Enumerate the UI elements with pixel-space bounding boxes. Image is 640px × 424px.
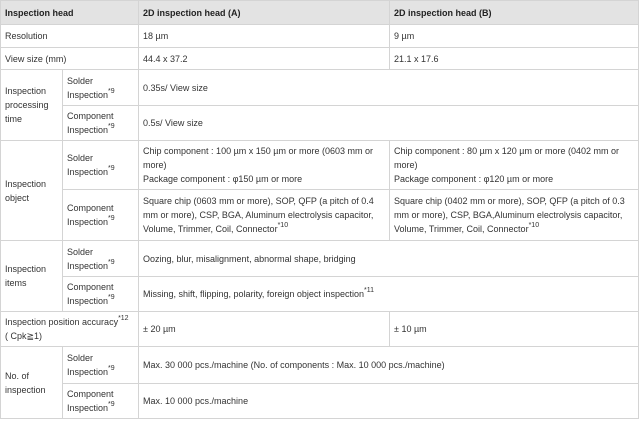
inspection-object-label: Inspection object (1, 141, 63, 241)
inspection-object-solder-b: Chip component : 80 µm x 120 µm or more (0402 mm or more) Package component : φ120 µm or more (390, 141, 639, 190)
processing-time-solder-label: Solder Inspection$^{*9}$ (63, 70, 139, 106)
resolution-a: 18 µm (139, 25, 390, 48)
footnote-ref: *11 (363, 287, 374, 294)
position-accuracy-b: ± 10 µm (390, 312, 639, 347)
processing-time-component-label: Component Inspection$^{*9}$ (63, 106, 139, 141)
footnote-ref: *9 (108, 365, 115, 372)
footnote-ref: *10 (528, 222, 540, 229)
no-of-inspection-label: No. of inspection (1, 347, 63, 419)
position-accuracy-a: ± 20 µm (139, 312, 390, 347)
inspection-items-component-label: Component Inspection$^{*9}$ (63, 277, 139, 312)
header-head-a: 2D inspection head (A) (139, 1, 390, 25)
resolution-label: Resolution (1, 25, 139, 48)
no-of-inspection-component-row (1, 384, 639, 419)
inspection-object-component-label: Component Inspection$^{*9}$ (63, 190, 139, 241)
processing-time-solder-row (1, 70, 639, 106)
footnote-ref: *9 (108, 165, 115, 172)
inspection-items-label: Inspection items (1, 241, 63, 312)
inspection-object-component-a: Square chip (0603 mm or more), SOP, QFP (a pitch of 0.4 mm or more), CSP, BGA, Aluminum electrolysis capacitor, Volume, Trimmer, Coil, Connector$^{*10}$ (139, 190, 390, 241)
no-of-inspection-solder-value: Max. 30 000 pcs./machine (No. of components : Max. 10 000 pcs./machine) (139, 347, 639, 384)
inspection-items-component-row (1, 277, 639, 312)
footnote-ref: *10 (277, 222, 289, 229)
processing-time-label: Inspection processing time (1, 70, 63, 141)
footnote-ref: *9 (108, 401, 115, 408)
view-size-a: 44.4 x 37.2 (139, 48, 390, 70)
no-of-inspection-component-label: Component Inspection$^{*9}$ (63, 384, 139, 419)
no-of-inspection-solder-row (1, 347, 639, 384)
resolution-row (1, 25, 639, 48)
view-size-row (1, 48, 639, 70)
inspection-object-component-row (1, 190, 639, 241)
inspection-items-solder-label: Solder Inspection$^{*9}$ (63, 241, 139, 277)
header-row (1, 1, 639, 25)
inspection-object-component-b: Square chip (0402 mm or more), SOP, QFP (a pitch of 0.3 mm or more), CSP, BGA,Aluminum electrolysis capacitor, Volume, Trimmer, Coil, Connector$^{*10}$ (390, 190, 639, 241)
footnote-ref: *9 (108, 215, 115, 222)
inspection-items-component-value: Missing, shift, flipping, polarity, foreign object inspection$^{*11}$ (139, 277, 639, 312)
resolution-b: 9 µm (390, 25, 639, 48)
footnote-ref: *9 (108, 294, 115, 301)
header-head-b: 2D inspection head (B) (390, 1, 639, 25)
processing-time-component-value: 0.5s/ View size (139, 106, 639, 141)
header-inspection-head: Inspection head (1, 1, 139, 25)
footnote-ref: *9 (108, 87, 115, 95)
footnote-ref: *9 (108, 258, 115, 266)
inspection-items-solder-row (1, 241, 639, 277)
inspection-items-solder-value: Oozing, blur, misalignment, abnormal shape, bridging (139, 241, 639, 277)
position-accuracy-row (1, 312, 639, 347)
inspection-object-solder-row (1, 141, 639, 190)
view-size-label: View size (mm) (1, 48, 139, 70)
footnote-ref: *12 (118, 315, 129, 322)
no-of-inspection-component-value: Max. 10 000 pcs./machine (139, 384, 639, 419)
processing-time-solder-value: 0.35s/ View size (139, 70, 639, 106)
inspection-object-solder-a: Chip component : 100 µm x 150 µm or more (0603 mm or more) Package component : φ150 µm or more (139, 141, 390, 190)
inspection-object-solder-label: Solder Inspection$^{*9}$ (63, 141, 139, 190)
no-of-inspection-solder-label: Solder Inspection$^{*9}$ (63, 347, 139, 384)
view-size-b: 21.1 x 17.6 (390, 48, 639, 70)
footnote-ref: *9 (108, 123, 115, 130)
processing-time-component-row (1, 106, 639, 141)
position-accuracy-label: Inspection position accuracy$^{*12}$ ( Cpk≧1) (1, 312, 139, 347)
